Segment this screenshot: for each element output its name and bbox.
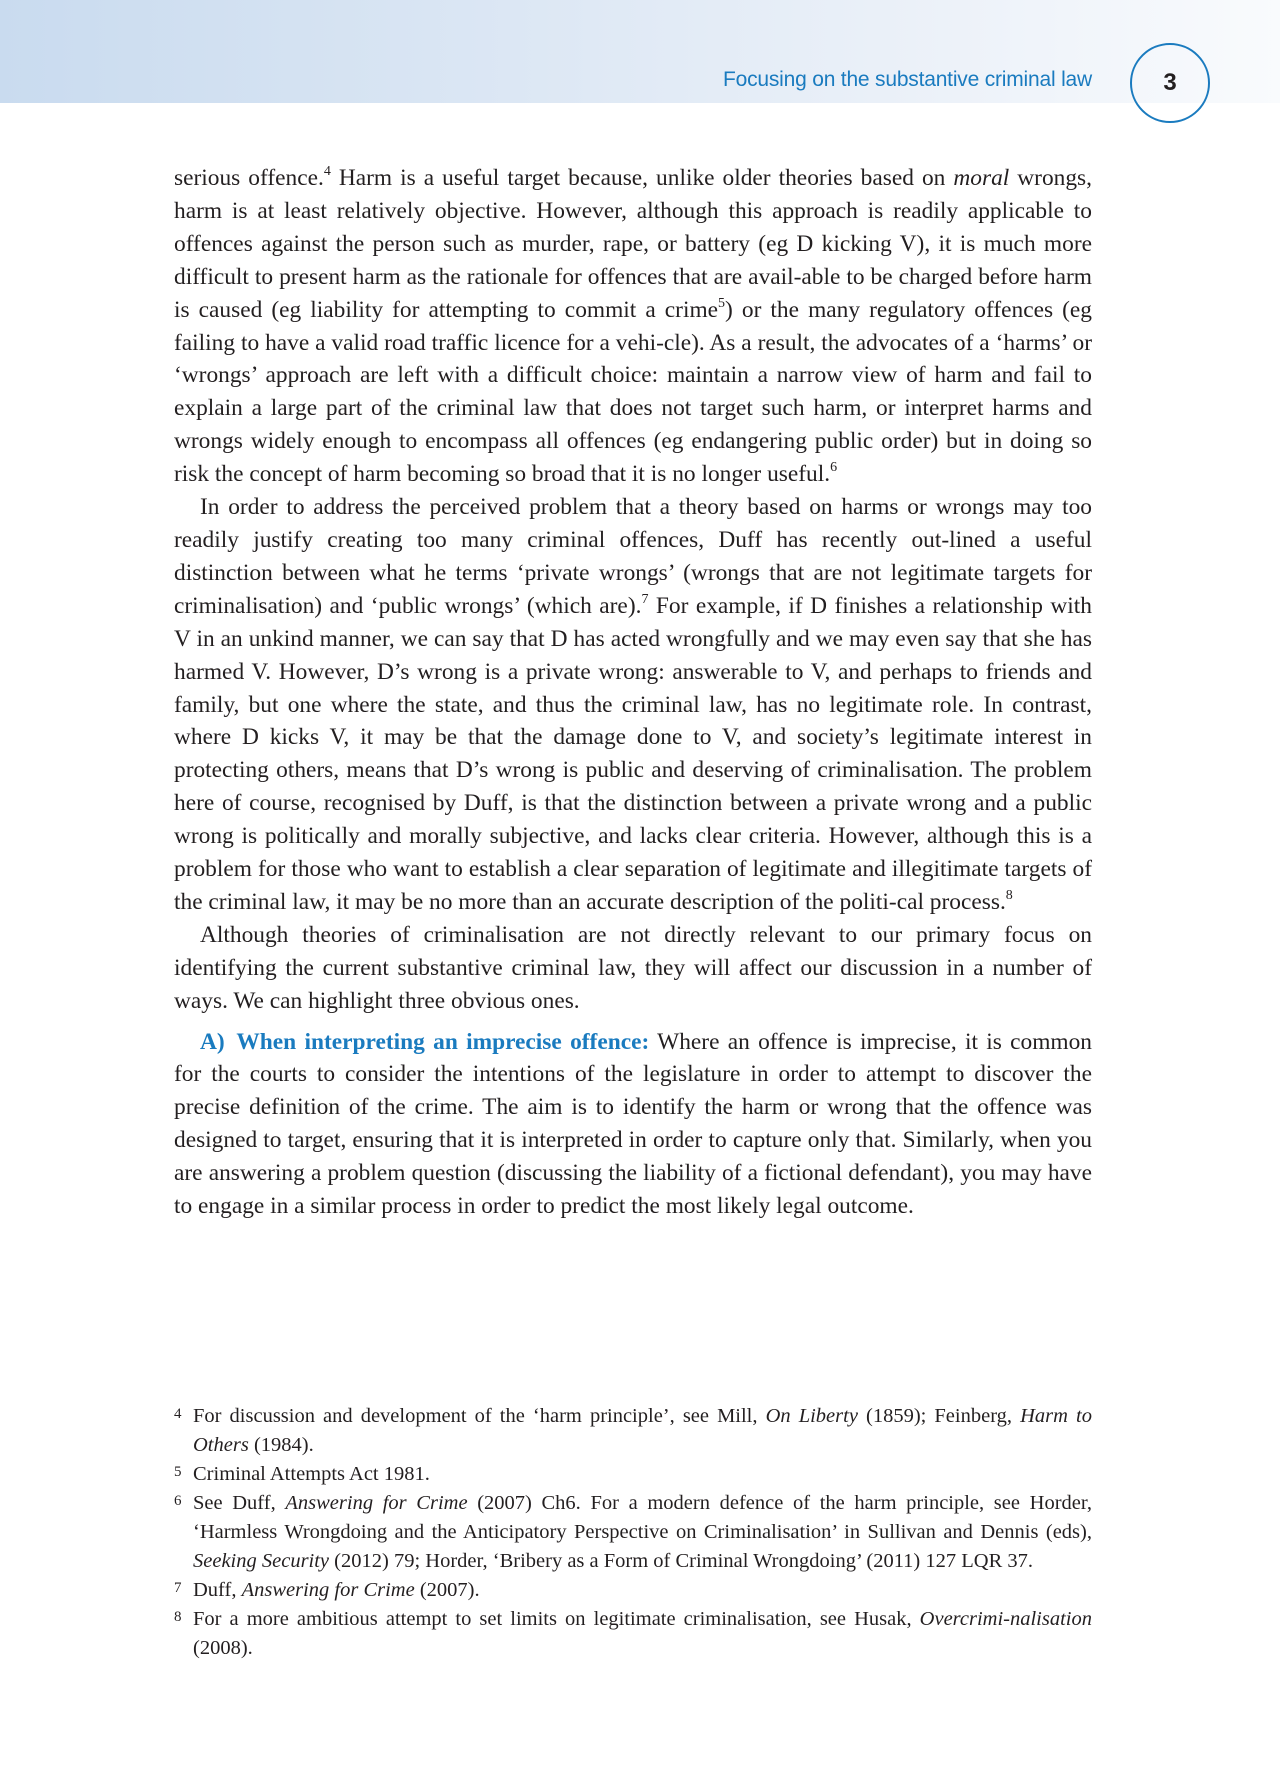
footnote-ref-5[interactable]: 5 bbox=[718, 295, 726, 311]
footnote-8: 8 For a more ambitious attempt to set limits on legitimate criminalisation, see Husak, Overcrimi-nalisation (2008). bbox=[174, 1608, 1092, 1659]
footnote-ref-8[interactable]: 8 bbox=[1005, 887, 1013, 903]
footnote-ref-7[interactable]: 7 bbox=[641, 591, 649, 607]
item-a-heading: A) When interpreting an imprecise offence: bbox=[200, 1028, 650, 1055]
footnotes bbox=[174, 1402, 1092, 1663]
page-number-badge bbox=[1130, 43, 1210, 123]
footnote-6: 6 See Duff, Answering for Crime (2007) Ch6. For a modern defence of the harm principle, see Horder, ‘Harmless Wrongdoing and the Anticipatory Perspective on Criminalisation’ in Sullivan and Dennis (eds), Seeking Security (2012) 79; Horder, ‘Bribery as a Form of Criminal Wrongdoing’ (2011) 127 LQR 37. bbox=[174, 1492, 1092, 1572]
page-number: 3 bbox=[1163, 69, 1177, 96]
footnote-5: 5 Criminal Attempts Act 1981. bbox=[174, 1463, 430, 1485]
footnote-ref-4[interactable]: 4 bbox=[323, 164, 331, 179]
paragraph-1: serious offence.$^4$ Harm is a useful target because, unlike older theories based on moral wrongs, harm is at least relatively objective. However, although this approach is readily applicable to offences against the person such as murder, rape, or battery (eg D kicking V), it is much more difficult to present harm as the rationale for offences that are avail-able to be charged before harm is caused (eg liability for attempting to commit a crime$^5$) or the many regulatory offences (eg failing to have a valid road traffic licence for a vehi-cle). As a result, the advocates of a ‘harms’ or ‘wrongs’ approach are left with a difficult choice: maintain a narrow view of harm and fail to explain a large part of the criminal law that does not target such harm, or interpret harms and wrongs widely enough to encompass all offences (eg endangering public order) but in doing so risk the concept of harm becoming so broad that it is no longer useful.$^6$ bbox=[174, 164, 1093, 488]
footnote-ref-6[interactable]: 6 bbox=[830, 460, 838, 476]
footnote-7: 7 Duff, Answering for Crime (2007). bbox=[174, 1579, 480, 1601]
running-head-title: Focusing on the substantive criminal law bbox=[722, 68, 1092, 91]
footnote-4: 4 For discussion and development of the ‘harm principle’, see Mill, On Liberty (1859); Feinberg, Harm to Others (1984). bbox=[174, 1405, 1092, 1456]
list-item-a: A) When interpreting an imprecise offence: Where an offence is imprecise, it is common for the courts to consider the intentions of the legislature in order to attempt to discover the precise definition of the crime. The aim is to identify the harm or wrong that the offence was designed to target, ensuring that it is interpreted in order to capture only that. Similarly, when you are answering a problem question (discussing the liability of a fictional defendant), you may have to engage in a similar process in order to predict the most likely legal outcome. bbox=[174, 1028, 1092, 1220]
paragraph-2: In order to address the perceived problem that a theory based on harms or wrongs may too readily justify creating too many criminal offences, Duff has recently out-lined a useful distinction between what he terms ‘private wrongs’ (wrongs that are not legitimate targets for criminalisation) and ‘public wrongs’ (which are).$^7$ For example, if D finishes a relationship with V in an unkind manner, we can say that D has acted wrongfully and we may even say that she has harmed V. However, D’s wrong is a private wrong: answerable to V, and perhaps to friends and family, but one where the state, and thus the criminal law, has no legitimate role. In contrast, where D kicks V, it may be that the damage done to V, and society’s legitimate interest in protecting others, means that D’s wrong is public and deserving of criminalisation. The problem here of course, recognised by Duff, is that the distinction between a private wrong and a public wrong is politically and morally subjective, and lacks clear criteria. However, although this is a problem for those who want to establish a clear separation of legitimate and illegitimate targets of the criminal law, it may be no more than an accurate description of the politi-cal process.$^8$ bbox=[174, 494, 1092, 915]
paragraph-3: Although theories of criminalisation are not directly relevant to our primary focus on identifying the current substantive criminal law, they will affect our discussion in a number of ways. We can highlight three obvious ones. bbox=[174, 921, 1092, 1014]
main-text bbox=[174, 162, 1092, 1223]
